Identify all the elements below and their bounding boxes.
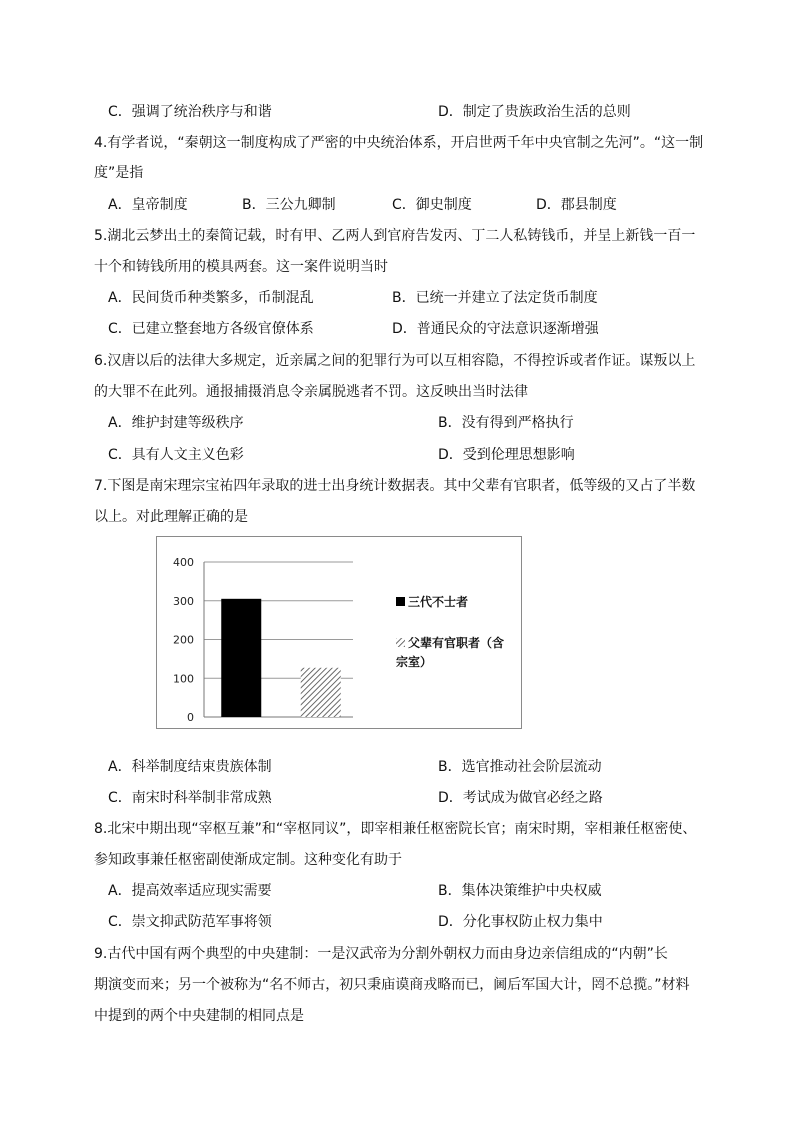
- legend-label-2-line1: 父辈有官职者（含: [408, 636, 505, 650]
- q6-option-a: A．维护封建等级秩序: [108, 415, 244, 431]
- q7-stem-line1: 7.下图是南宋理宗宝祐四年录取的进士出身统计数据表。其中父辈有官职者，低等级的又占了半数: [94, 478, 696, 494]
- q8-option-c: C．崇文抑武防范军事将领: [108, 914, 272, 930]
- q4-stem-line1: 4.有学者说，“秦朝这一制度构成了严密的中央统治体系，开启世两千年中央官制之先河”。“这一制: [94, 135, 704, 151]
- legend-label-2-line2: 宗室）: [396, 655, 433, 669]
- bar-chart-svg: [157, 537, 521, 728]
- q8-option-a: A．提高效率适应现实需要: [108, 883, 272, 899]
- y-tick-label: 0: [187, 711, 194, 724]
- legend-swatch-solid: [396, 597, 405, 606]
- q7-option-b: B．选官推动社会阶层流动: [438, 759, 602, 775]
- q6-stem-line1: 6.汉唐以后的法律大多规定，近亲属之间的犯罪行为可以互相容隐，不得控诉或者作证。谋叛以上: [94, 353, 696, 369]
- q7-option-d: D．考试成为做官必经之路: [438, 790, 603, 806]
- q8-stem-line2: 参知政事兼任枢密副使渐成定制。这种变化有助于: [94, 852, 402, 868]
- q8-stem-line1: 8.北宋中期出现“宰枢互兼”和“宰枢同议”，即宰相兼任枢密院长官；南宋时期，宰相兼任枢密使、: [94, 821, 697, 837]
- q4-option-a: A．皇帝制度: [108, 197, 188, 213]
- q6-option-c: C．具有人文主义色彩: [108, 447, 244, 463]
- q5-option-b: B．已统一并建立了法定货币制度: [392, 290, 598, 306]
- bar-three-generations-no-officials: [221, 599, 261, 717]
- q9-stem-line3: 中提到的两个中央建制的相同点是: [94, 1008, 304, 1024]
- q8-option-b: B．集体决策维护中央权威: [438, 883, 602, 899]
- q3-option-c: C．强调了统治秩序与和谐: [108, 104, 272, 120]
- y-tick-label: 200: [173, 633, 194, 647]
- q5-option-d: D．普通民众的守法意识逐渐增强: [392, 321, 599, 337]
- y-tick-label: 400: [173, 556, 194, 569]
- q6-stem-line2: 的大罪不在此列。通报捕摄消息令亲属脱逃者不罚。这反映出当时法律: [94, 384, 528, 400]
- y-tick-label: 100: [173, 672, 194, 686]
- q9-stem-line2: 期演变而来；另一个被称为“名不师古，初只秉庙谟商戎略而已，阃后军国大计，罔不总揽。”材料: [94, 977, 690, 993]
- q7-option-c: C．南宋时科举制非常成熟: [108, 790, 272, 806]
- y-tick-label: 300: [173, 594, 194, 608]
- q5-stem-line2: 十个和铸钱所用的模具两套。这一案件说明当时: [94, 259, 388, 275]
- q5-option-a: A．民间货币种类繁多，币制混乱: [108, 290, 314, 306]
- q5-option-c: C．已建立整套地方各级官僚体系: [108, 321, 314, 337]
- legend-swatch-hatch: [396, 638, 405, 647]
- q7-stem-line2: 以上。对此理解正确的是: [94, 509, 248, 525]
- q4-option-c: C．御史制度: [392, 197, 472, 213]
- q6-option-b: B．没有得到严格执行: [438, 415, 574, 431]
- q7-bar-chart: [156, 536, 522, 729]
- q3-option-d: D．制定了贵族政治生活的总则: [438, 104, 631, 120]
- q7-option-a: A．科举制度结束贵族体制: [108, 759, 272, 775]
- q5-stem-line1: 5.湖北云梦出土的秦简记载，时有甲、乙两人到官府告发丙、丁二人私铸钱币，并呈上新钱一百一: [94, 228, 696, 244]
- q6-option-d: D．受到伦理思想影响: [438, 447, 575, 463]
- q9-stem-line1: 9.古代中国有两个典型的中央建制：一是汉武帝为分割外朝权力而由身边亲信组成的“内朝”长: [94, 946, 668, 962]
- q4-stem-line2: 度”是指: [94, 165, 144, 181]
- q4-option-d: D．郡县制度: [536, 197, 617, 213]
- bar-fathers-with-office: [301, 668, 341, 717]
- q8-option-d: D．分化事权防止权力集中: [438, 914, 603, 930]
- legend-label-1: 三代不士者: [408, 595, 469, 609]
- q4-option-b: B．三公九卿制: [242, 197, 336, 213]
